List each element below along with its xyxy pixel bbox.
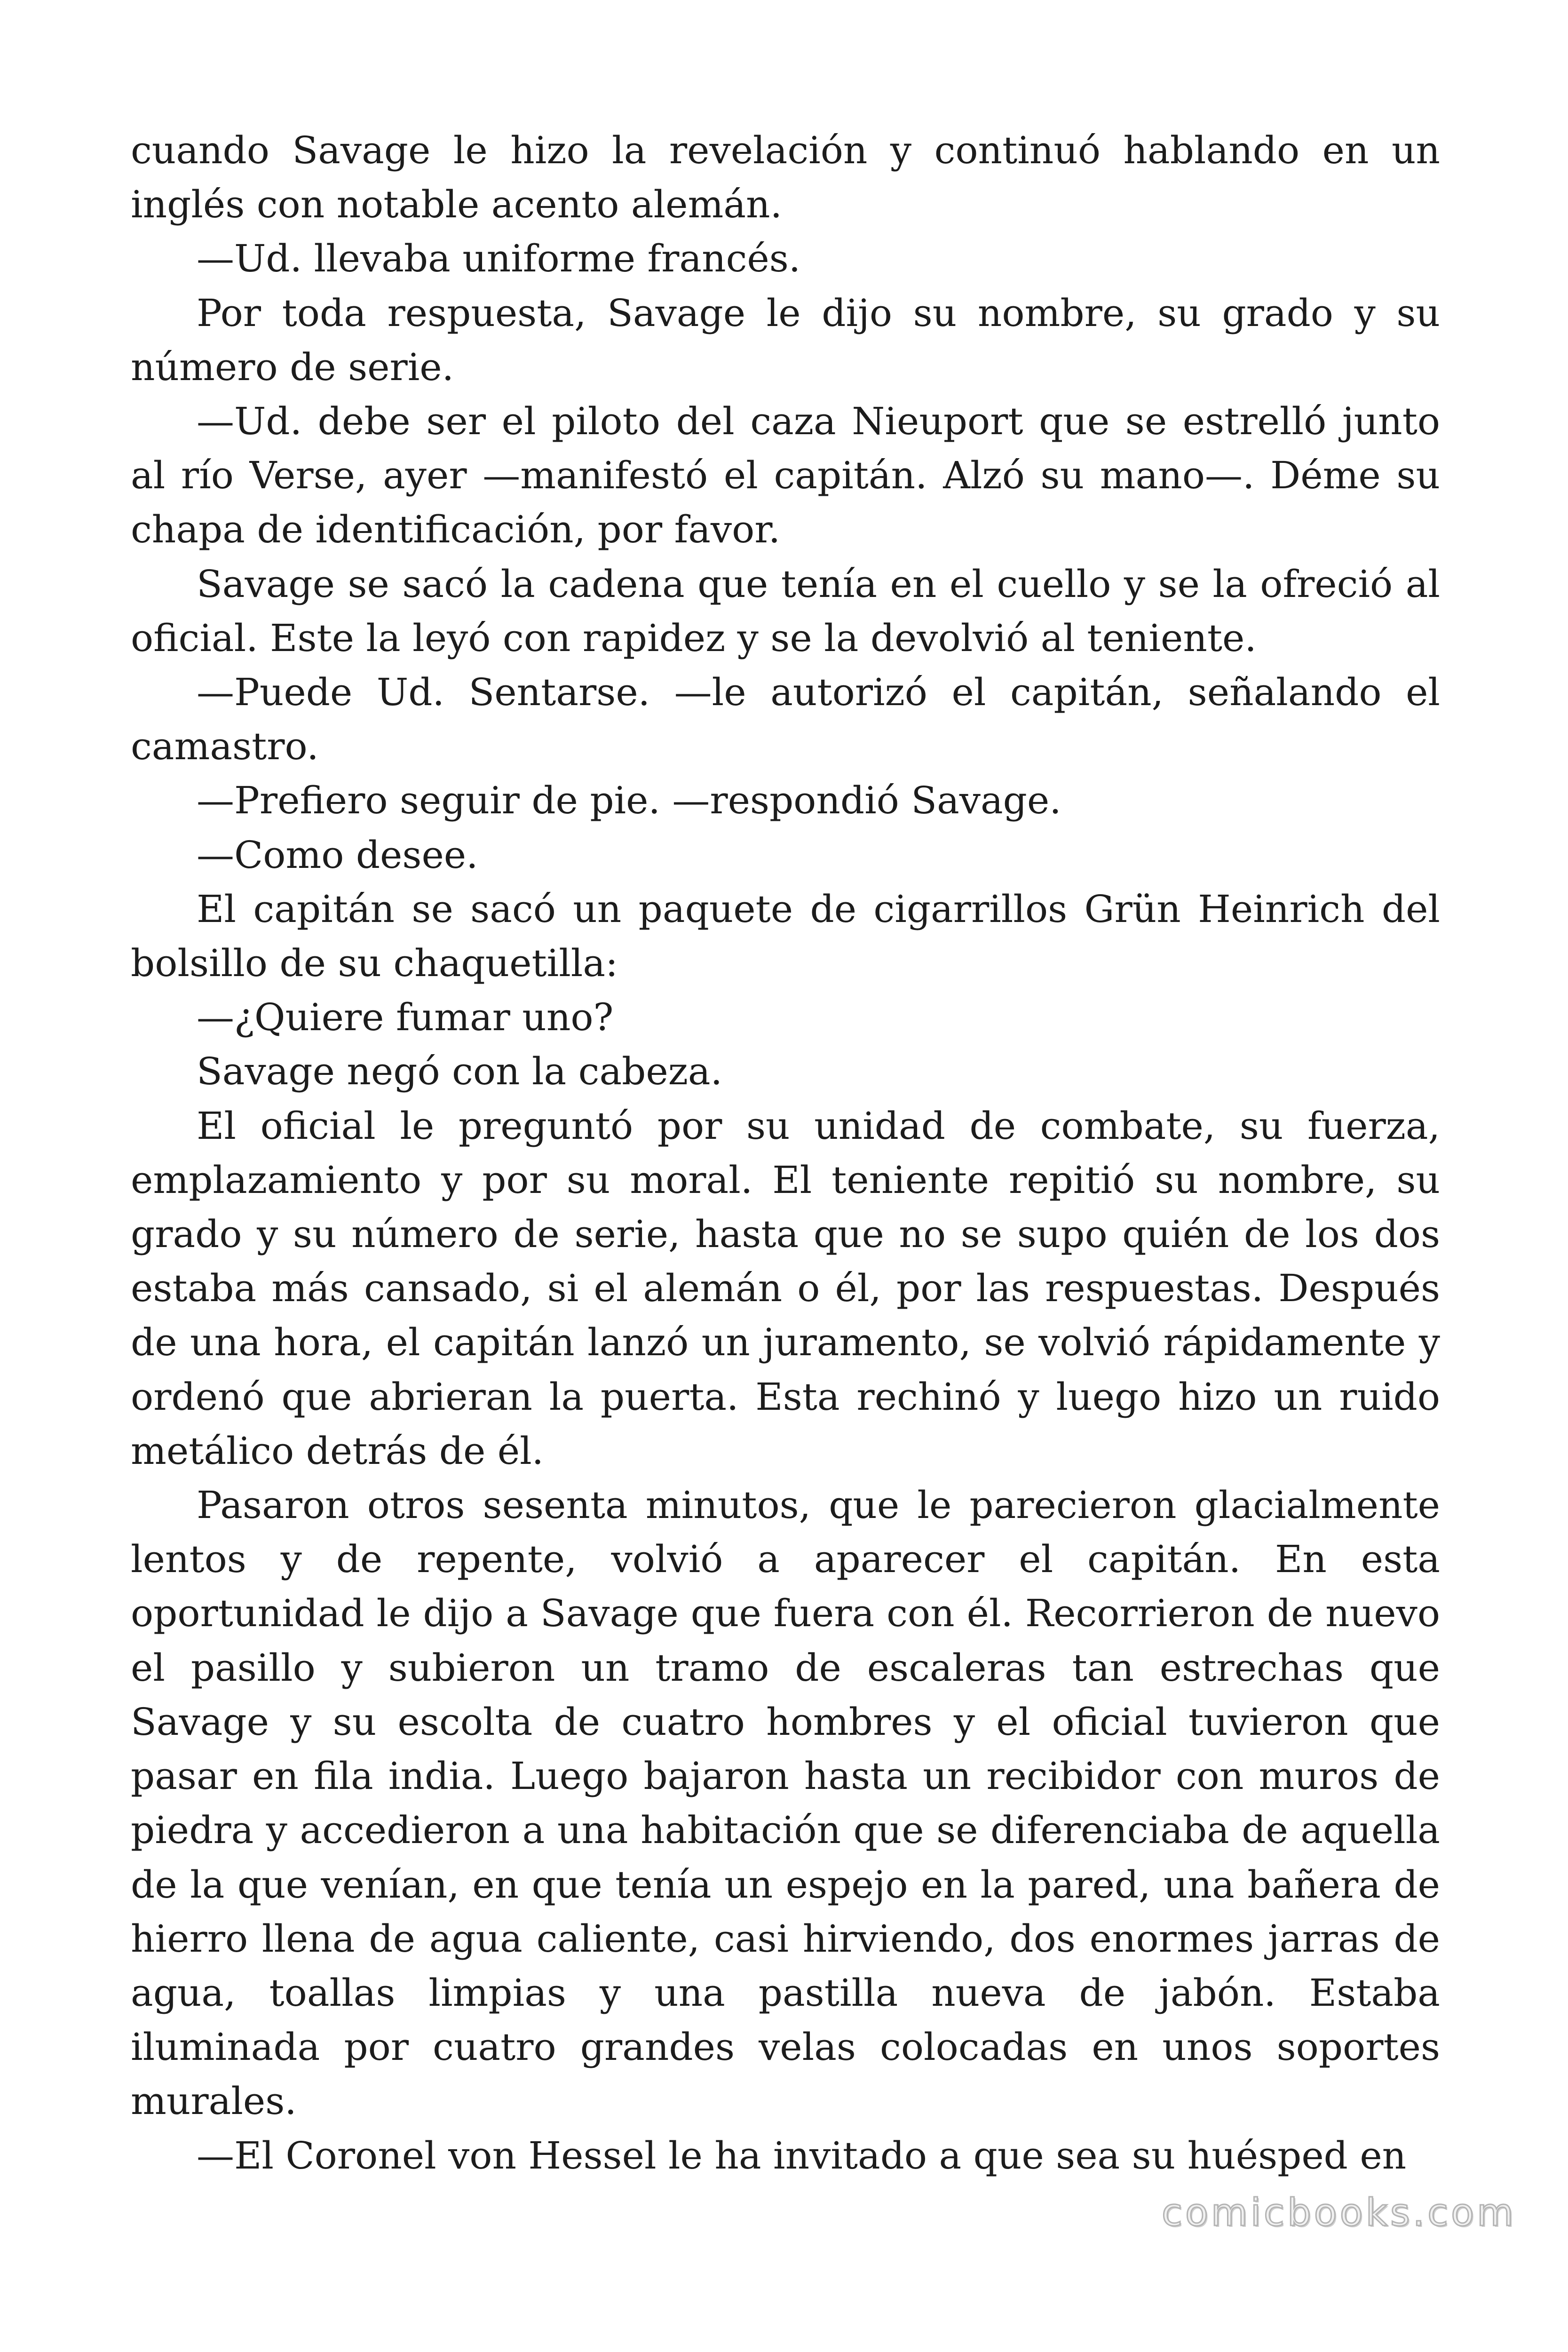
paragraph: —Puede Ud. Sentarse. —le autorizó el capitán, señalando el camastro.	[131, 670, 1440, 769]
paragraph: Pasaron otros sesenta minutos, que le parecieron glacialmente lentos y de repente, volvió a aparecer el capitán. En esta oportunidad le dijo a Savage que fuera con él. Recorrieron de nuevo el pasillo y subieron un tramo de escaleras tan estrechas que Savage y su escolta de cuatro hombres y el oficial tuvieron que pasar en fila india. Luego bajaron hasta un recibidor con muros de piedra y accedieron a una habitación que se diferenciaba de aquella de la que venían, en que tenía un espejo en la pared, una bañera de hierro llena de agua caliente, casi hirviendo, dos enormes jarras de agua, toallas limpias y una pastilla nueva de jabón. Estaba iluminada por cuatro grandes velas colocadas en unos soportes murales.	[131, 1483, 1440, 2123]
paragraph: —Como desee.	[197, 833, 478, 877]
paragraph: —Ud. llevaba uniforme francés.	[197, 237, 801, 281]
watermark: comicbooks.com	[1161, 2191, 1516, 2234]
paragraph: El capitán se sacó un paquete de cigarrillos Grün Heinrich del bolsillo de su chaquetilla:	[131, 887, 1440, 985]
paragraph: Savage se sacó la cadena que tenía en el cuello y se la ofreció al oficial. Este la leyó con rapidez y se la devolvió al teniente.	[131, 562, 1440, 660]
paragraph: —¿Quiere fumar uno?	[197, 995, 614, 1040]
paragraph: El oficial le preguntó por su unidad de combate, su fuerza, emplazamiento y por su moral. El teniente repitió su nombre, su grado y su número de serie, hasta que no se supo quién de los dos estaba más cansado, si el alemán o él, por las respuestas. Después de una hora, el capitán lanzó un juramento, se volvió rápidamente y ordenó que abrieran la puerta. Esta rechinó y luego hizo un ruido metálico detrás de él.	[131, 1104, 1440, 1473]
paragraph: —Ud. debe ser el piloto del caza Nieuport que se estrelló junto al río Verse, ayer —manifestó el capitán. Alzó su mano—. Déme su chapa de identificación, por favor.	[131, 399, 1440, 552]
page-body	[131, 123, 1440, 2183]
paragraph: —Prefiero seguir de pie. —respondió Savage.	[197, 779, 1061, 823]
paragraph: Por toda respuesta, Savage le dijo su nombre, su grado y su número de serie.	[131, 291, 1440, 389]
paragraph: Savage negó con la cabeza.	[197, 1049, 723, 1094]
paragraph: —El Coronel von Hessel le ha invitado a que sea su huésped en	[197, 2133, 1407, 2177]
paragraph: cuando Savage le hizo la revelación y continuó hablando en un inglés con notable acento alemán.	[131, 128, 1440, 227]
